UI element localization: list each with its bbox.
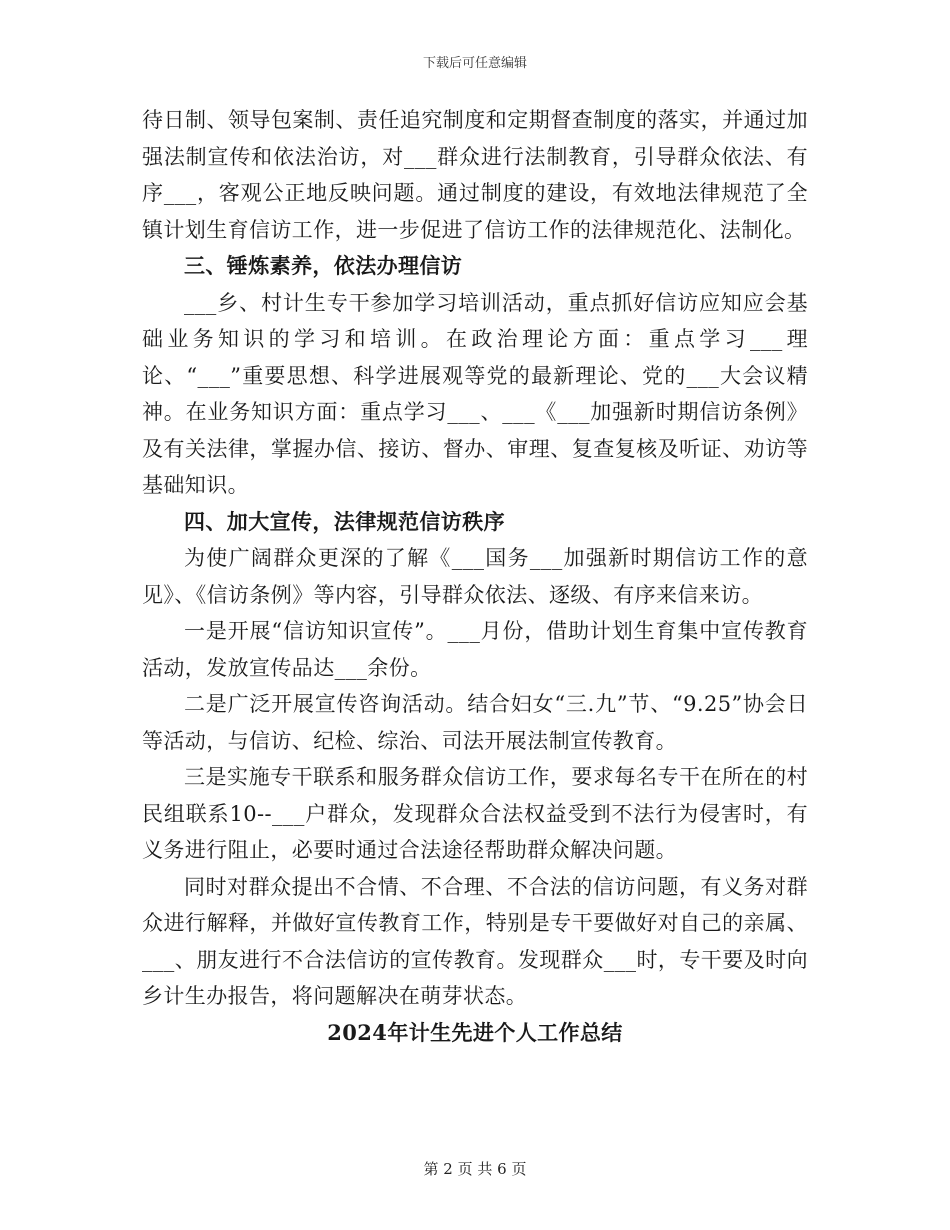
page-header: 下载后可任意编辑 bbox=[422, 56, 527, 71]
paragraph-point-1: 一是开展“信访知识宣传”。___月份，借助计划生育集中宣传教育活动，发放宣传品达___余份。 bbox=[142, 619, 808, 680]
paragraph-training: ___乡、村计生专干参加学习培训活动，重点抓好信访应知应会基础业务知识的学习和培训。在政治理论方面：重点学习___理论、“___”重要思想、科学进展观等党的最新理论、党的___大会议精神。在业务知识方面：重点学习___、___《___加强新时期信访条例》及有关法律，掌握办信、接访、督办、审理、复查复核及听证、劝访等基础知识。 bbox=[142, 290, 808, 497]
paragraph-explanation: 同时对群众提出不合情、不合理、不合法的信访问题，有义务对群众进行解释，并做好宣传教育工作，特别是专干要做好对自己的亲属、___、朋友进行不合法信访的宣传教育。发现群众___时，专干要及时向乡计生办报告，将问题解决在萌芽状态。 bbox=[142, 874, 808, 1008]
paragraph-point-3: 三是实施专干联系和服务群众信访工作，要求每名专干在所在的村民组联系10--___户群众，发现群众合法权益受到不法行为侵害时，有义务进行阻止，必要时通过合法途径帮助群众解决问题。 bbox=[142, 765, 808, 862]
paragraph-publicity-intro: 为使广阔群众更深的了解《___国务___加强新时期信访工作的意见》、《信访条例》等内容，引导群众依法、逐级、有序来信来访。 bbox=[142, 546, 808, 607]
page-number: 第 2 页 共 6 页 bbox=[423, 1160, 527, 1178]
document-body bbox=[142, 102, 808, 1051]
next-document-title: 2024年计生先进个人工作总结 bbox=[327, 1019, 623, 1045]
section-heading-4: 四、加大宣传，法律规范信访秩序 bbox=[184, 508, 505, 534]
section-heading-3: 三、锤炼素养，依法办理信访 bbox=[184, 253, 463, 278]
paragraph-point-2: 二是广泛开展宣传咨询活动。结合妇女“三.九”节、“9.25”协会日等活动，与信访、纪检、综治、司法开展法制宣传教育。 bbox=[142, 692, 808, 753]
paragraph-continuation: 待日制、领导包案制、责任追究制度和定期督查制度的落实，并通过加强法制宣传和依法治访，对___群众进行法制教育，引导群众依法、有序___，客观公正地反映问题。通过制度的建设，有效地法律规范了全镇计划生育信访工作，进一步促进了信访工作的法律规范化、法制化。 bbox=[142, 108, 808, 242]
